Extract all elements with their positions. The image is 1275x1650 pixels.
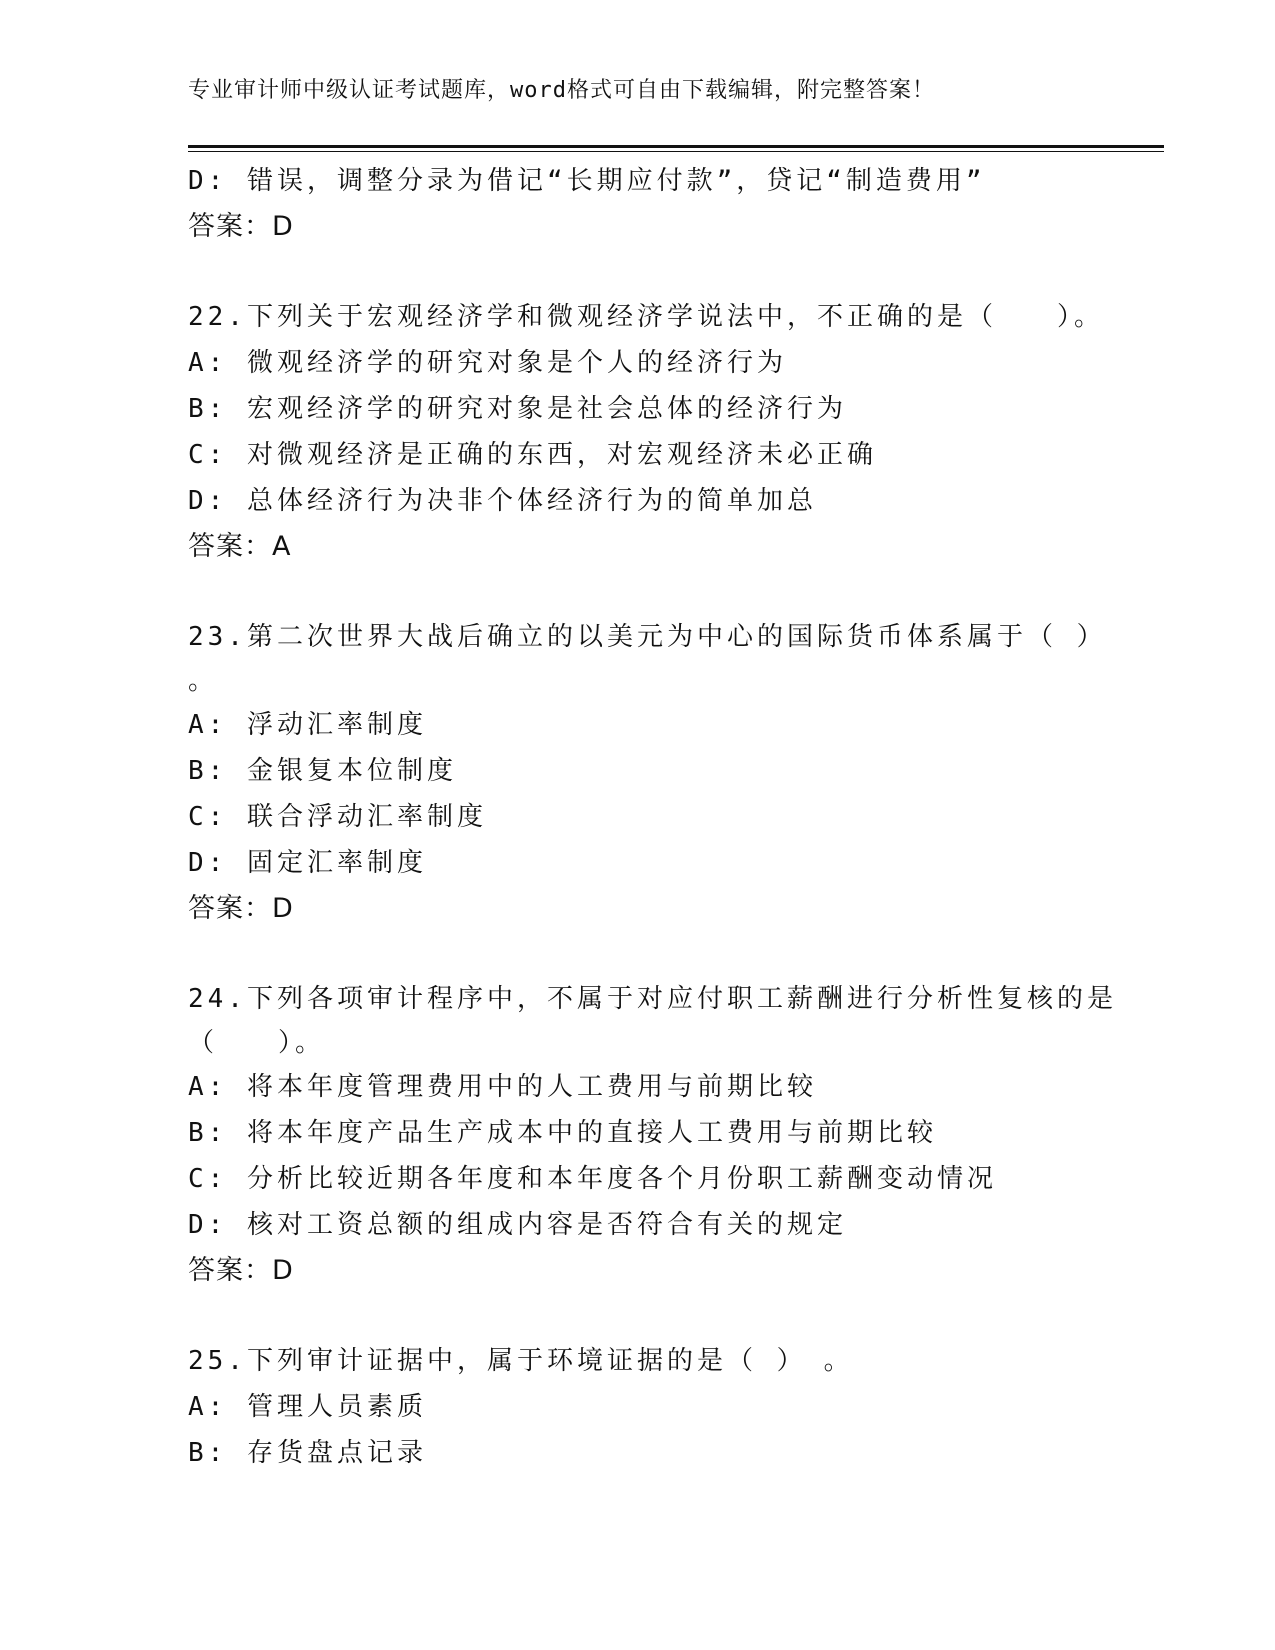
question-stem: 25.下列审计证据中，属于环境证据的是（ ） 。	[188, 1346, 854, 1376]
answer: 答案：D	[188, 1255, 294, 1286]
question-25	[188, 1338, 1148, 1476]
option-b: B: 宏观经济学的研究对象是社会总体的经济行为	[188, 394, 847, 424]
question-22	[188, 294, 1148, 570]
question-23	[188, 614, 1148, 932]
option-a: A: 浮动汇率制度	[188, 710, 427, 740]
question-stem-continuation: （ ）。	[188, 1028, 326, 1058]
question-stem: 24.下列各项审计程序中，不属于对应付职工薪酬进行分析性复核的是	[188, 984, 1117, 1014]
page-header: 专业审计师中级认证考试题库，word格式可自由下载编辑，附完整答案！	[188, 78, 935, 103]
answer: 答案：D	[188, 893, 294, 924]
option-d: D: 核对工资总额的组成内容是否符合有关的规定	[188, 1210, 847, 1240]
question-content	[188, 158, 1148, 1476]
carryover-answer: 答案：D	[188, 211, 294, 242]
question-stem: 23.第二次世界大战后确立的以美元为中心的国际货币体系属于（ ）	[188, 622, 1107, 652]
answer: 答案：A	[188, 531, 292, 562]
question-stem-continuation: 。	[188, 666, 219, 696]
option-a: A: 微观经济学的研究对象是个人的经济行为	[188, 348, 787, 378]
option-a: A: 将本年度管理费用中的人工费用与前期比较	[188, 1072, 817, 1102]
option-c: C: 分析比较近期各年度和本年度各个月份职工薪酬变动情况	[188, 1164, 997, 1194]
carryover-option-d: D: 错误，调整分录为借记“长期应付款”，贷记“制造费用”	[188, 166, 986, 196]
option-d: D: 总体经济行为决非个体经济行为的简单加总	[188, 486, 817, 516]
option-c: C: 对微观经济是正确的东西，对宏观经济未必正确	[188, 440, 877, 470]
option-d: D: 固定汇率制度	[188, 848, 427, 878]
option-a: A: 管理人员素质	[188, 1392, 427, 1422]
option-b: B: 将本年度产品生产成本中的直接人工费用与前期比较	[188, 1118, 937, 1148]
question-stem: 22.下列关于宏观经济学和微观经济学说法中，不正确的是（ ）。	[188, 302, 1104, 332]
header-rule-thin	[188, 151, 1164, 152]
option-b: B: 金银复本位制度	[188, 756, 457, 786]
option-b: B: 存货盘点记录	[188, 1438, 427, 1468]
header-rule-thick	[188, 145, 1164, 148]
option-c: C: 联合浮动汇率制度	[188, 802, 487, 832]
question-24	[188, 976, 1148, 1294]
